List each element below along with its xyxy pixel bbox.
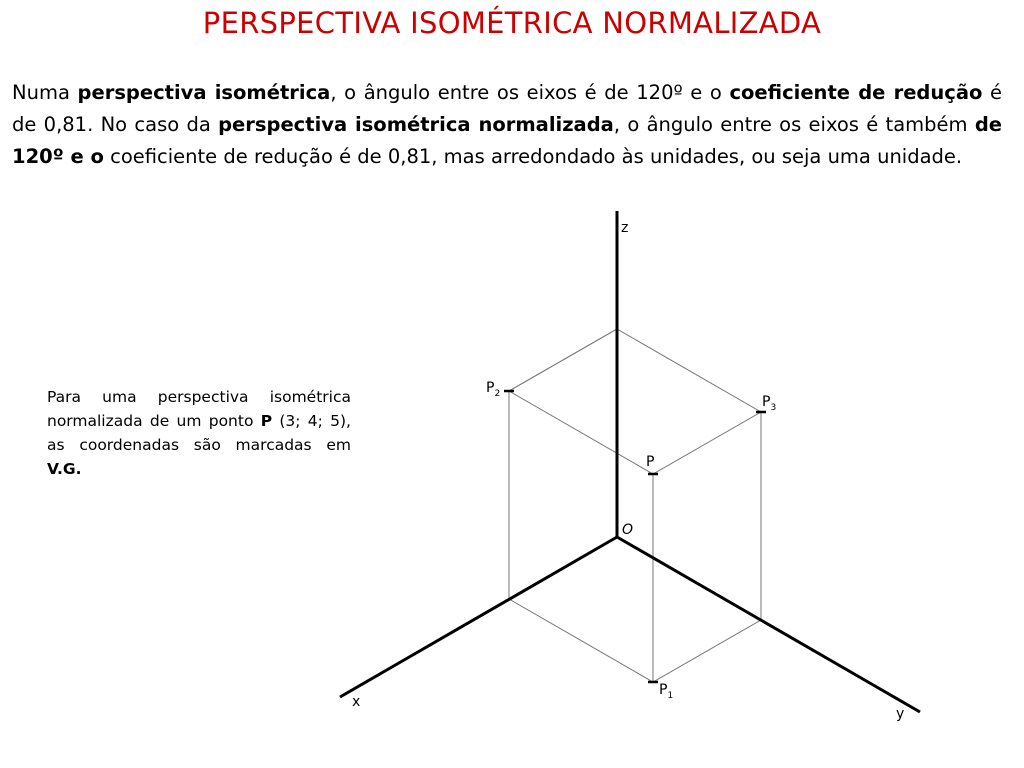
intro-term-angle: de 120º e o <box>12 113 1003 168</box>
intro-text-1: Numa <box>12 81 78 104</box>
axis-x-line <box>340 537 617 697</box>
intro-text-3: é de 0,81. No caso da <box>12 81 1003 136</box>
point-p2-label: $P_2$ <box>486 380 501 399</box>
note-true-size: V.G. <box>47 460 82 478</box>
point-p1-label: $P_1$ <box>659 682 674 701</box>
point-p-label: P <box>646 454 655 470</box>
intro-text-5: coeficiente de redução é de 0,81, mas arredondado às unidades, ou seja uma unidade. <box>103 145 963 168</box>
intro-term-reduction-coefficient: coeficiente de redução <box>729 81 983 104</box>
xz-plane-face <box>509 329 617 599</box>
axes <box>340 211 920 712</box>
axis-y-label: y <box>896 706 905 722</box>
construction-lines <box>509 329 761 682</box>
axis-z-label: z <box>621 220 629 236</box>
xy-plane-face <box>509 537 761 682</box>
intro-term-isometric: perspectiva isométrica <box>77 81 331 104</box>
intro-text-4: , o ângulo entre os eixos é também <box>613 113 975 136</box>
point-p3-label: $P_3$ <box>762 394 777 413</box>
intro-term-normalized: perspectiva isométrica normalizada <box>218 113 614 136</box>
intro-text-2: , o ângulo entre os eixos é de 120º e o <box>330 81 730 104</box>
point-ticks <box>504 391 766 682</box>
top-face <box>509 329 761 474</box>
origin-label: O <box>622 522 634 538</box>
axis-x-label: x <box>352 694 361 710</box>
note-text-1: Para uma perspectiva isométrica normalizada de um ponto <box>47 388 351 430</box>
page-title: PERSPECTIVA ISOMÉTRICA NORMALIZADA <box>202 6 822 40</box>
note-text-2: (3; 4; 5), as coordenadas são marcadas em <box>47 412 351 454</box>
note-point-name: P <box>260 412 273 430</box>
